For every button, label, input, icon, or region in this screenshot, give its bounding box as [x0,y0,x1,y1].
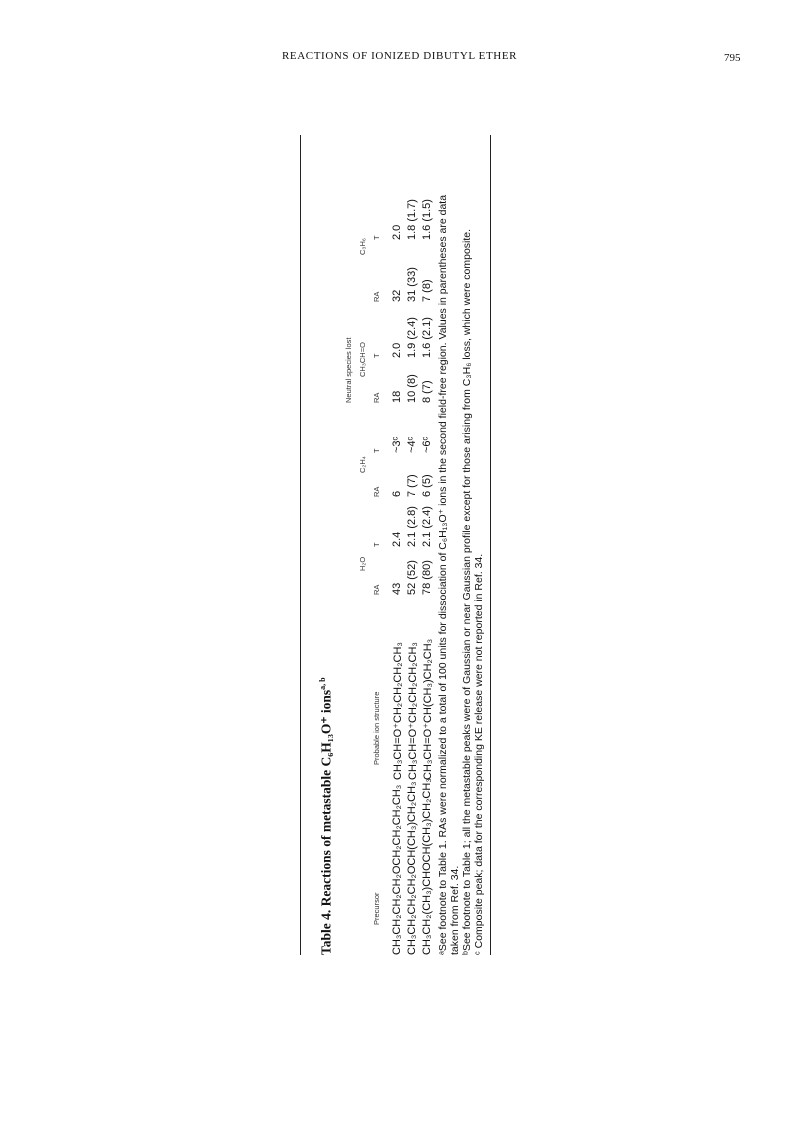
table-row-1-h2o-t: 2.4 [391,531,403,547]
table-row-3-c3h6-ra: 7 (8) [421,279,433,302]
species-header-c3h6: C₃H₆ [358,238,367,255]
table-row-2-c2h4-ra: 7 (7) [406,474,418,497]
page-number: 795 [724,52,741,64]
table-row-3-c3h6-t: 1.6 (1.5) [421,199,433,240]
species-header-ch3cho: CH₃CH=O [358,342,367,377]
table-row-2-c3h6-t: 1.8 (1.7) [406,199,418,240]
table-row-3-h2o-ra: 78 (80) [421,560,433,595]
footnote-a-line-1: ᵃSee footnote to Table 1. RAs were normalized to a total of 100 units for dissociation of C₆H₁₃O⁺ ions in the second field-free region. Values in parentheses are data [437,194,449,955]
table-row-1-structure: CH₃CH=O⁺CH₂CH₂CH₂CH₃ [392,642,404,780]
header-ra-c3h6: RA [372,291,381,302]
header-structure: Probable ion structure [372,691,381,765]
table-row-2-precursor: CH₃CH₂CH₂CH₂OCH(CH₃)CH₂CH₃ [406,781,418,955]
table-row-2-structure: CH₃CH=O⁺CH₂CH₂CH₂CH₃ [407,642,419,780]
header-ra-ch3cho: RA [372,392,381,403]
table-row-1-c3h6-t: 2.0 [391,224,403,240]
header-ra-h2o: RA [372,584,381,595]
header-t-c2h4: T [372,448,381,453]
table-row-3-c2h4-ra: 6 (5) [421,474,433,497]
table-row-3-ch3cho-t: 1.6 (2.1) [421,317,433,358]
header-ra-c2h4: RA [372,486,381,497]
table-row-2-ch3cho-t: 1.9 (2.4) [406,317,418,358]
table-row-3-h2o-t: 2.1 (2.4) [421,506,433,547]
header-t-c3h6: T [372,235,381,240]
table-row-2-h2o-t: 2.1 (2.8) [406,506,418,547]
table-bottom-rule [490,135,491,955]
table-title-text: Table 4. Reactions of metastable C₆H₁₃O⁺ ions [318,689,334,955]
header-t-h2o: T [372,542,381,547]
table-row-2-c3h6-ra: 31 (33) [406,267,418,302]
table-title [318,677,335,955]
running-head: REACTIONS OF IONIZED DIBUTYL ETHER [282,50,518,62]
table-row-2-h2o-ra: 52 (52) [406,560,418,595]
table-top-rule [300,135,301,955]
table-row-2-ch3cho-ra: 10 (8) [406,374,418,403]
table-row-1-ch3cho-t: 2.0 [391,342,403,358]
table-row-3-c2h4-t: ~6ᶜ [421,436,433,453]
table-row-1-ch3cho-ra: 18 [391,390,403,403]
table-row-1-h2o-ra: 43 [391,582,403,595]
table-row-2-c2h4-t: ~4ᶜ [406,436,418,453]
rotated-table-block [300,135,485,955]
footnote-b: ᵇSee footnote to Table 1; all the metastable peaks were of Gaussian or near Gaussian profile except for those arising from C₃H₆ loss, which were composite. [461,228,473,955]
footnote-c: ᶜ Composite peak; data for the corresponding KE release were not reported in Ref. 34. [473,553,485,955]
table-row-1-c3h6-ra: 32 [391,289,403,302]
table-row-3-structure: CH₃CH=O⁺CH(CH₃)CH₂CH₃ [422,638,434,780]
table-row-3-ch3cho-ra: 8 (7) [421,380,433,403]
species-header-h2o: H₂O [358,556,367,571]
species-header-c2h4: C₂H₄ [358,456,367,473]
table-row-1-precursor: CH₃CH₂CH₂CH₂OCH₂CH₂CH₂CH₃ [391,784,403,955]
table-row-3-precursor: CH₃CH₂(CH₃)CHOCH(CH₃)CH₂CH₃ [421,778,433,955]
table-row-1-c2h4-ra: 6 [391,490,403,497]
header-t-ch3cho: T [372,353,381,358]
table-title-superscript: a, b [318,677,327,690]
table-row-1-c2h4-t: ~3ᶜ [391,436,403,453]
header-precursor: Precursor [372,892,381,925]
footnote-a-line-2: taken from Ref. 34. [449,865,461,955]
neutral-species-group-header: Neutral species lost [344,337,353,403]
